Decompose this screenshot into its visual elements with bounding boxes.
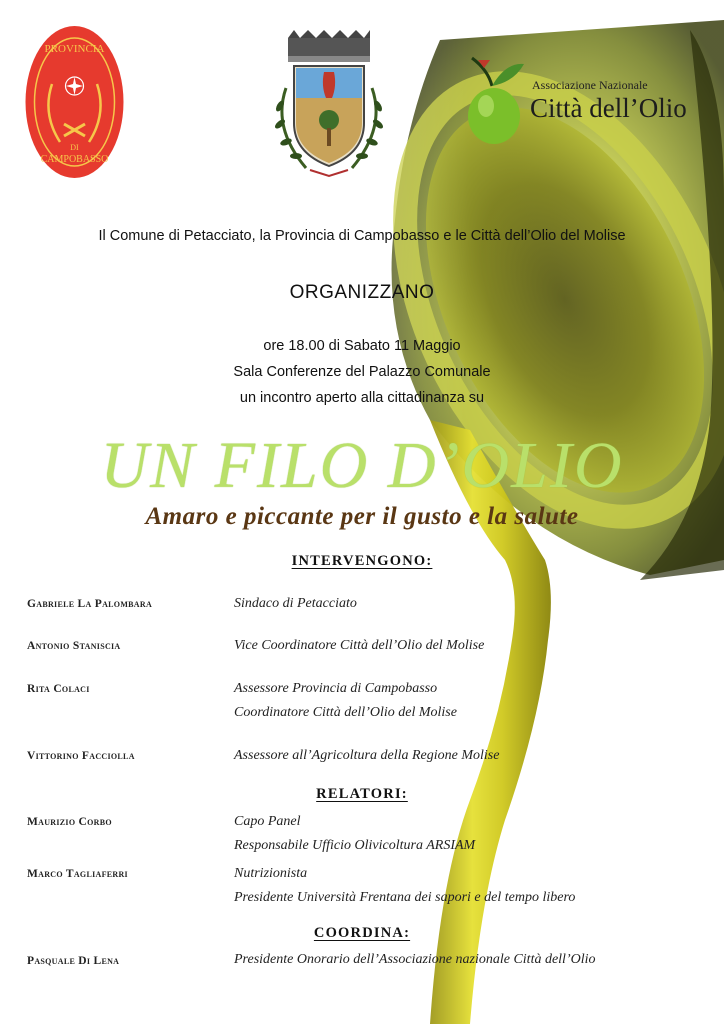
speaker-name: Vittorino Facciolla [27, 750, 135, 762]
speaker-name: Maurizio Corbo [27, 816, 112, 828]
speaker-role: Sindaco di Petacciato [234, 596, 357, 611]
event-venue: Sala Conferenze del Palazzo Comunale [233, 364, 491, 380]
speaker-role: Assessore all’Agricoltura della Regione Molise [234, 748, 500, 763]
speaker-role: Nutrizionista Presidente Università Frentana dei sapori e del tempo libero [234, 866, 576, 905]
event-time: ore 18.00 di Sabato 11 Maggio [263, 338, 461, 354]
seal-text-bottom: CAMPOBASSO [40, 154, 109, 165]
speaker-name: Marco Tagliaferri [27, 868, 128, 880]
provincia-campobasso-seal-icon [24, 24, 125, 180]
citta-olio-big-text: Città dell’Olio [530, 93, 687, 123]
citta-dell-olio-logo-icon [458, 52, 530, 148]
seal-text-di: DI [70, 143, 79, 152]
speaker-name: Pasquale Di Lena [27, 955, 120, 967]
section-relatori: RELATORI: [316, 786, 408, 802]
event-subtitle: Amaro e piccante per il gusto e la salute [145, 503, 579, 530]
comune-petacciato-crest-icon [266, 28, 392, 178]
seal-text-top: PROVINCIA [44, 43, 105, 55]
speaker-role: Presidente Onorario dell’Associazione nazionale Città dell’Olio [234, 952, 596, 967]
speaker-name: Gabriele La Palombara [27, 598, 153, 610]
event-description: un incontro aperto alla cittadinanza su [239, 390, 485, 406]
event-info [0, 333, 724, 411]
speaker-name: Rita Colaci [27, 683, 90, 695]
event-title: UN FILO D’OLIO [100, 429, 624, 502]
section-intervengono: INTERVENGONO: [291, 553, 433, 569]
intro-line: Il Comune di Petacciato, la Provincia di Campobasso e le Città dell’Olio del Molise [98, 228, 626, 244]
speaker-role: Assessore Provincia di Campobasso Coordinatore Città dell’Olio del Molise [234, 681, 457, 720]
speaker-name: Antonio Staniscia [27, 640, 121, 652]
section-coordina: COORDINA: [313, 925, 411, 941]
citta-olio-small-text: Associazione Nazionale [532, 78, 648, 92]
speaker-role: Capo Panel Responsabile Ufficio Olivicoltura ARSIAM [234, 814, 476, 853]
speaker-role: Vice Coordinatore Città dell’Olio del Molise [234, 638, 485, 653]
organizzano-heading: ORGANIZZANO [289, 282, 435, 303]
